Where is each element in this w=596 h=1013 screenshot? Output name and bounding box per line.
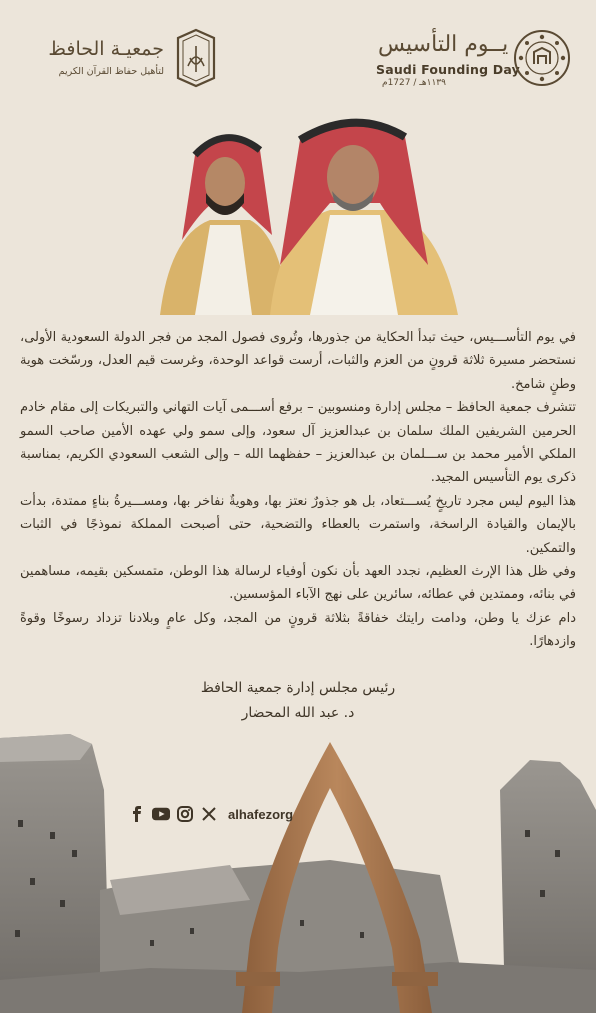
founding-day-years: ١١٣٩هـ / 1727م — [382, 78, 446, 88]
org-tagline: لتأهيل حفاظ القرآن الكريم — [58, 66, 164, 77]
letter-paragraph: وفي ظل هذا الإرث العظيم، نجدد العهد بأن نكون أوفياء لرسالة هذا الوطن، متمسكين بقيمه، مساهمين في بنائه، وممتدين في عطائه، سائرين على نهج الآباء المؤسسين. — [20, 564, 576, 603]
signature-title: رئيس مجلس إدارة جمعية الحافظ — [200, 680, 396, 696]
founding-day-arabic: يــوم التأسيس — [378, 32, 509, 57]
letter-paragraph: هذا اليوم ليس مجرد تاريخٍ يُســـتعاد، بل هو جذورٌ نعتز بها، وهويةٌ نفاخر بها، ومســـيرةُ بناءٍ ممتدة، بدأت بالإيمان والقيادة الراسخة، واستمرت بالعطاء والتضحية، حتى أصبحت المملكة نموذجًا في الثبات والتمكين. — [20, 493, 576, 556]
org-name: جمعيـة الحافظ — [48, 38, 164, 60]
social-links — [128, 803, 293, 825]
letter-paragraph: تتشرف جمعية الحافظ – مجلس إدارة ومنسوبين – برفع أســـمى آيات التهاني والتبريكات إلى مقام خادم الحرمين الشريفين الملك سلمان بن عبدالعزيز آل سعود، وإلى سمو ولي عهده الأمين صاحب السمو الملكي الأمير محمد بن ســـلمان بن عبدالعزيز – حفظهما الله – وإلى الشعب السعودي الكريم، بمناسبة ذكرى يوم التأسيس المجيد. — [20, 400, 576, 486]
facebook-icon[interactable] — [128, 805, 146, 823]
youtube-icon[interactable] — [152, 805, 170, 823]
historic-diriyah-illustration — [0, 700, 596, 1013]
letter-paragraph: في يوم التأســـيس، حيث تبدأ الحكاية من جذورها، وتُروى فصول المجد من فجر الدولة السعودية الأولى، نستحضر مسيرة ثلاثة قرونٍ من العزم والثبات، أرست قواعد الوحدة، وغرست قيم العدل، ورسّخت هوية وطنٍ شامخ. — [20, 330, 576, 392]
org-logo-block — [48, 28, 218, 88]
letter-paragraph: دام عزك يا وطن، ودامت رايتك خفاقةً بثلاثة قرونٍ من المجد، وكل عامٍ وبلادنا تزداد رسوخًا وقوةً وازدهارًا. — [20, 610, 576, 650]
signature-name: د. عبد الله المحضار — [241, 705, 355, 721]
social-handle[interactable]: alhafezorg — [228, 806, 294, 822]
header — [0, 0, 596, 120]
founding-day-logo — [374, 28, 574, 92]
founding-day-english: Saudi Founding Day — [376, 62, 520, 77]
letter-body — [20, 326, 576, 654]
org-emblem-icon — [174, 28, 218, 88]
instagram-icon[interactable] — [176, 805, 194, 823]
leaders-portrait-image — [140, 115, 460, 315]
founding-day-emblem-icon — [512, 28, 572, 88]
x-icon[interactable] — [200, 805, 218, 823]
